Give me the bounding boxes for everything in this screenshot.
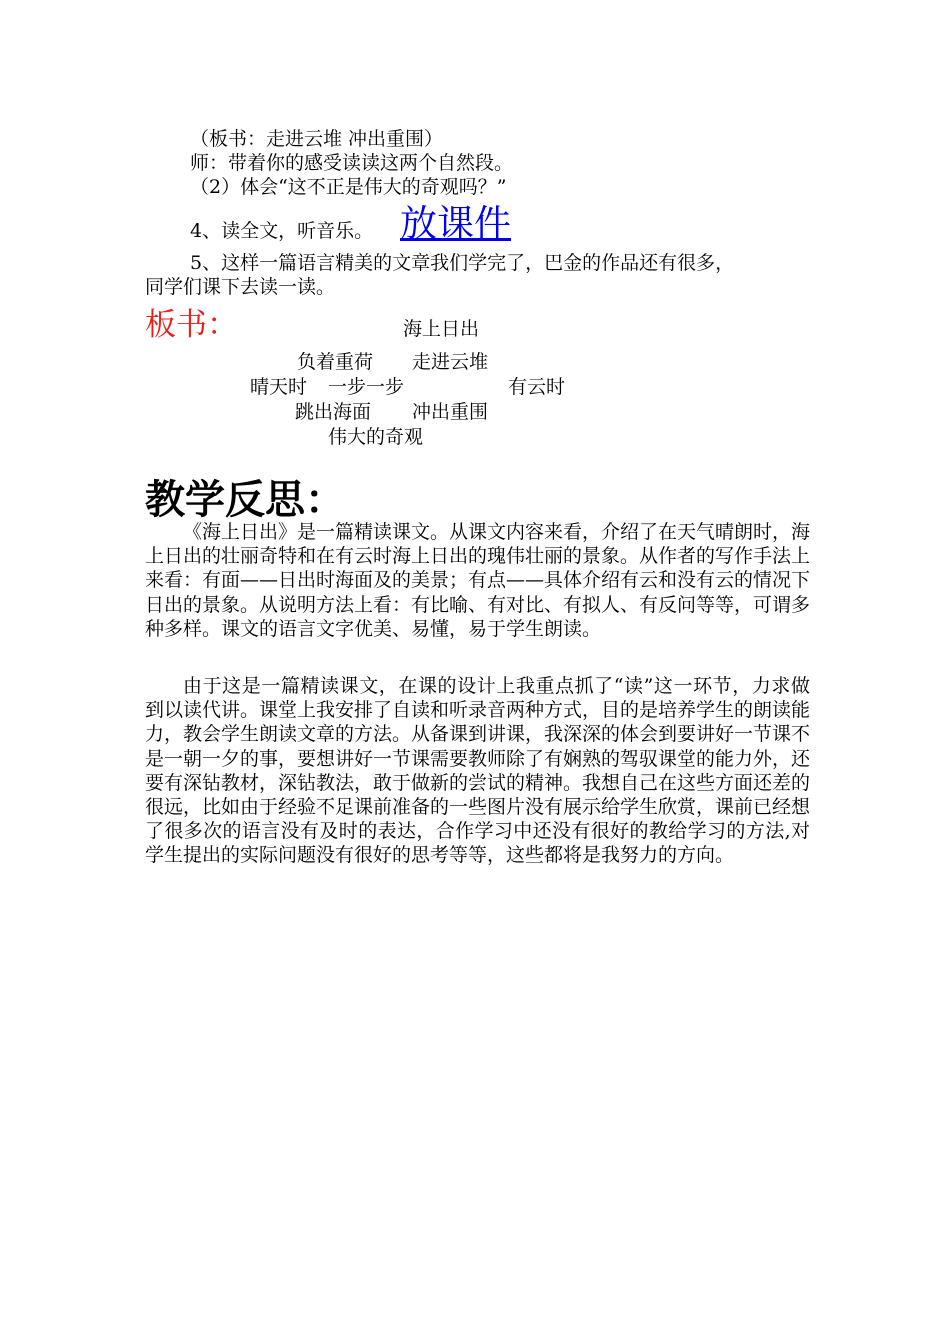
board-note-line: （板书：走进云堆 冲出重围） bbox=[190, 128, 444, 150]
board-item-carrying-burden: 负着重荷 bbox=[297, 351, 374, 373]
board-item-step-by-step: 一步一步 bbox=[328, 376, 405, 398]
read-full-text-line: 4、读全文，听音乐。 bbox=[190, 220, 374, 242]
board-item-cloudy: 有云时 bbox=[508, 376, 566, 398]
board-item-break-through: 冲出重围 bbox=[412, 401, 489, 423]
reflection-paragraph-1: 《海上日出》是一篇精读课文。从课文内容来看，介绍了在天气晴朗时，海上日出的壮丽奇特和在有云时海上日出的瑰伟壮丽的景象。从作者的写作手法上来看：有面——日出时海面及的美景；有点——具体介绍有云和没有云的情况下日出的景象。从说明方法上看：有比喻、有对比、有拟人、有反问等等，可谓多种多样。课文的语言文字优美、易懂，易于学生朗读。 bbox=[145, 521, 811, 640]
board-heading: 板书： bbox=[145, 307, 238, 343]
play-courseware-link[interactable]: 放课件 bbox=[400, 202, 511, 245]
board-title: 海上日出 bbox=[403, 318, 480, 340]
reflection-heading: 教学反思： bbox=[145, 477, 345, 523]
board-item-jump-out: 跳出海面 bbox=[295, 401, 372, 423]
reflection-paragraph-2: 由于这是一篇精读课文，在课的设计上我重点抓了“读”这一环节，力求做到以读代讲。课堂上我安排了自读和听录音两种方式，目的是培养学生的朗读能力，教会学生朗读文章的方法。从备课到讲课，我深深的体会到要讲好一节课不是一朝一夕的事，要想讲好一节课需要教师除了有娴熟的驾驭课堂的能力外，还要有深钻教材，深钻教法，敢于做新的尝试的精神。我想自己在这些方面还差的很远，比如由于经验不足课前准备的一些图片没有展示给学生欣赏，课前已经想了很多次的语言没有及时的表达，合作学习中还没有很好的教给学习的方法,对学生提出的实际问题没有很好的思考等等，这些都将是我努力的方向。 bbox=[145, 675, 811, 867]
board-item-enter-clouds: 走进云堆 bbox=[412, 351, 489, 373]
teacher-instruction-line: 师：带着你的感受读读这两个自然段。 bbox=[190, 152, 514, 174]
board-item-great-spectacle: 伟大的奇观 bbox=[328, 426, 424, 448]
board-item-sunny: 晴天时 bbox=[250, 376, 308, 398]
summary-line-continued: 同学们课下去读一读。 bbox=[145, 276, 336, 298]
appreciation-step-line: （2）体会“这不正是伟大的奇观吗？” bbox=[190, 176, 507, 198]
summary-line: 5、这样一篇语言精美的文章我们学完了，巴金的作品还有很多， bbox=[190, 252, 735, 274]
